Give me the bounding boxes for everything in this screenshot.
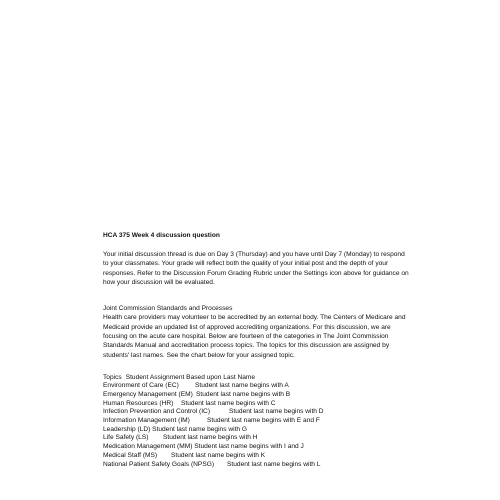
topic-cell: Infection Prevention and Control (IC) xyxy=(103,408,211,416)
table-row xyxy=(103,443,423,452)
topic-cell: Information Management (IM) xyxy=(103,416,190,424)
assignment-table xyxy=(103,382,423,469)
intro-line: Your initial discussion thread is due on Day 3 (Thursday) and you have until Day 7 (Monday) to respond xyxy=(103,251,405,258)
intro-line: responses. Refer to the Discussion Forum Grading Rubric under the Settings icon above for guidance on xyxy=(103,269,409,277)
intro-line: how your discussion will be evaluated. xyxy=(103,278,215,286)
table-row xyxy=(103,434,423,443)
intro-line: to your classmates. Your grade will reflect both the quality of your initial post and the depth of your xyxy=(103,260,389,268)
assignment-cell: Student last name begins with E and F xyxy=(207,416,320,424)
table-row xyxy=(103,391,423,400)
section-line: focusing on the acute care hospital. Below are fourteen of the categories in The Joint Commission xyxy=(103,333,389,341)
topic-cell: Medical Staff (MS) xyxy=(103,451,158,459)
assignment-cell: Student last name begins with L xyxy=(227,460,321,468)
table-row xyxy=(103,461,423,470)
intro-paragraph xyxy=(103,250,423,287)
assignment-cell: Student last name begins with K xyxy=(171,451,266,459)
assignment-cell: Student last name begins with A xyxy=(195,382,289,390)
standards-section xyxy=(103,304,423,360)
topic-cell: Leadership (LD) Student last name begins with G xyxy=(103,425,248,433)
document-title: HCA 375 Week 4 discussion question xyxy=(103,232,220,239)
topic-cell: National Patient Safety Goals (NPSG) xyxy=(103,460,215,468)
topic-cell: Emergency Management (EM) xyxy=(103,390,193,398)
topic-cell: Human Resources (HR) xyxy=(103,399,174,407)
header-assignment: Student Assignment Based upon Last Name xyxy=(125,373,256,381)
topic-cell: Life Safety (LS) xyxy=(103,434,149,442)
assignment-cell: Student last name begins with B xyxy=(196,390,291,398)
assignment-table-header xyxy=(103,373,423,382)
topic-cell: Medication Management (MM) Student last name begins with I and J xyxy=(103,443,304,451)
document-body xyxy=(103,232,423,469)
table-row xyxy=(103,452,423,461)
section-line: Standards Manual and accreditation process topics. The topics for this discussion are assigned by xyxy=(103,342,390,350)
section-line: students' last names. See the chart below for your assigned topic. xyxy=(103,351,295,359)
section-heading: Joint Commission Standards and Processes xyxy=(103,305,233,313)
section-line: Medicaid provide an updated list of approved accrediting organizations. For this discussion, we are xyxy=(103,323,391,331)
table-row xyxy=(103,417,423,426)
assignment-cell: Student last name begins with C xyxy=(181,399,276,407)
table-row xyxy=(103,382,423,391)
table-row xyxy=(103,408,423,417)
table-row xyxy=(103,426,423,435)
topic-cell: Environment of Care (EC) xyxy=(103,382,179,390)
assignment-cell: Student last name begins with D xyxy=(229,408,324,416)
section-line: Health care providers may volunteer to be accredited by an external body. The Centers of Medicare and xyxy=(103,314,406,322)
header-topics: Topics xyxy=(103,373,122,381)
table-row xyxy=(103,400,423,409)
assignment-cell: Student last name begins with H xyxy=(163,434,258,442)
